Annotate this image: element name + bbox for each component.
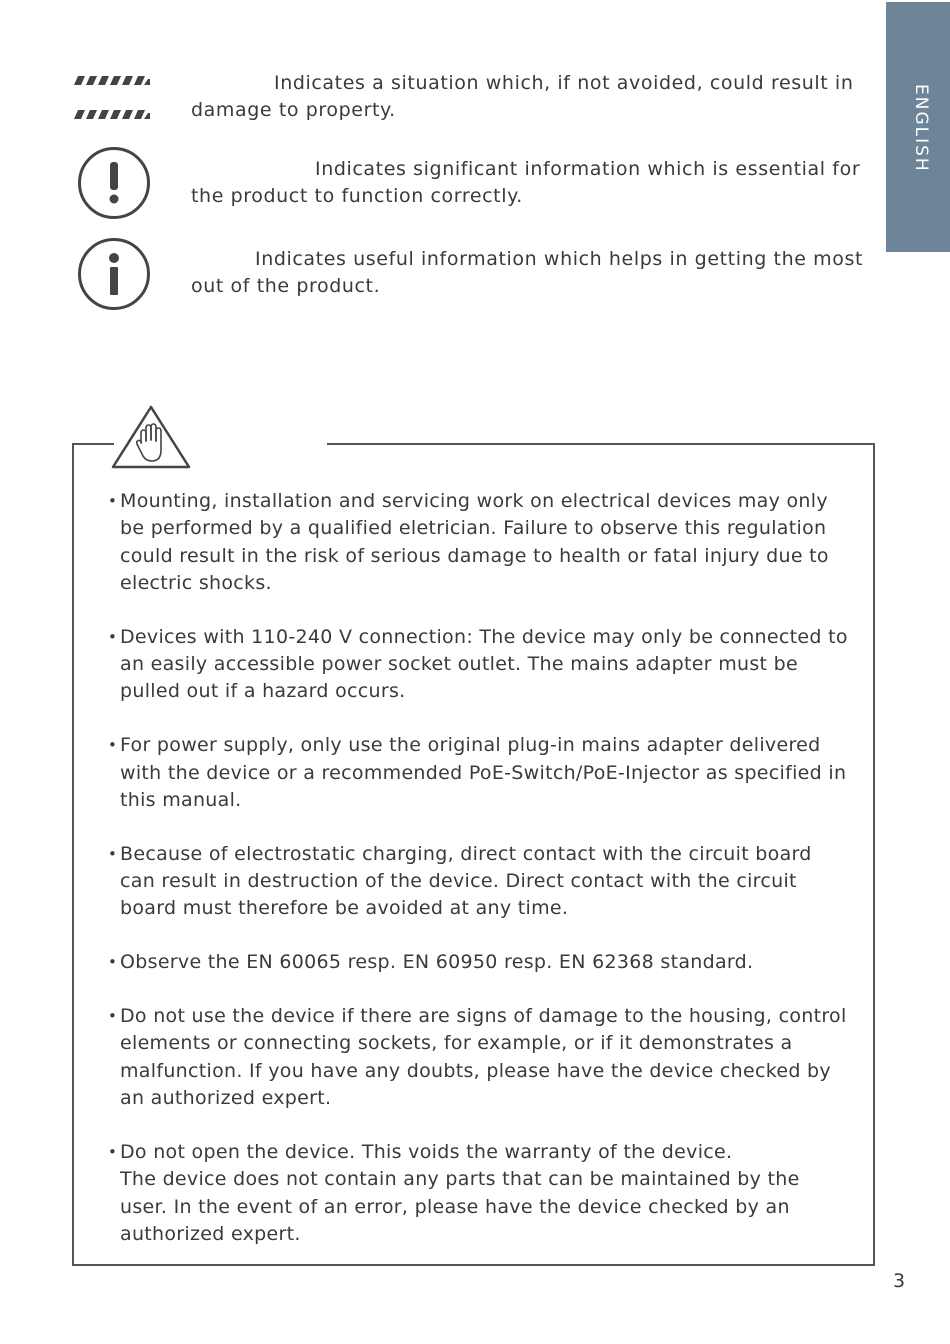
hand-warning-triangle-icon [110,404,192,470]
legend-text-caution: Indicates a situation which, if not avoided, could result in damage to property. [191,72,854,121]
hatched-caution-icon [70,74,152,122]
legend-text-info: Indicates useful information which helps in getting the most out of the product. [191,248,864,297]
safety-item: • Because of electrostatic charging, direct contact with the circuit board can result in destruction of the device. Direct contact with the circuit board must therefore be avoided at any time. [108,841,848,923]
exclamation-circle-icon [77,146,151,220]
safety-item: • Do not open the device. This voids the warranty of the device. The device does not contain any parts that can be maintained by the user. In the event of an error, please have the device checked by an authorized expert. [108,1139,848,1248]
safety-instructions-list [108,488,848,1275]
safety-item: • Observe the EN 60065 resp. EN 60950 resp. EN 62368 standard. [108,949,848,976]
safety-box-top-border-left [72,443,114,445]
info-circle-icon [77,237,151,311]
safety-item: • For power supply, only use the original plug-in mains adapter delivered with the device or a recommended PoE-Switch/PoE-Injector as specified in this manual. [108,732,848,814]
safety-box-top-border-right [327,443,875,445]
safety-item: • Devices with 110-240 V connection: The device may only be connected to an easily accessible power socket outlet. The mains adapter must be pulled out if a hazard occurs. [108,624,848,706]
language-tab-label: ENGLISH [911,84,931,173]
page-number: 3 [893,1270,906,1292]
safety-item: • Do not use the device if there are signs of damage to the housing, control elements or connecting sockets, for example, or if it demonstrates a malfunction. If you have any doubts, please have the device checked by an authorized expert. [108,1003,848,1112]
safety-item: • Mounting, installation and servicing work on electrical devices may only be performed by a qualified eletrician. Failure to observe this regulation could result in the risk of serious damage to health or fatal injury due to electric shocks. [108,488,848,597]
legend-text-important: Indicates significant information which is essential for the product to function correctly. [191,158,861,207]
